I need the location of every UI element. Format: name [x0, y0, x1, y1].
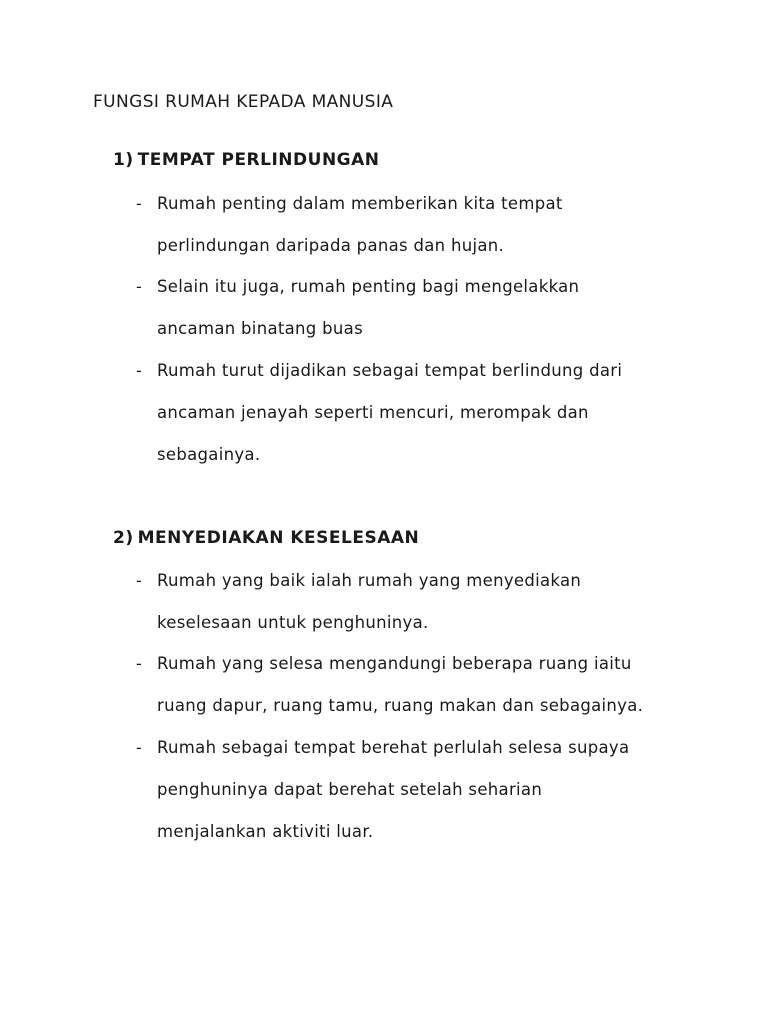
bullet-text-line: Selain itu juga, rumah penting bagi mengelakkan — [157, 277, 580, 296]
bullet-marker: - — [136, 571, 142, 590]
bullet-text-line: ruang dapur, ruang tamu, ruang makan dan sebagainya. — [157, 696, 644, 715]
bullet-text-line: perlindungan daripada panas dan hujan. — [157, 236, 505, 255]
bullet-text-line: penghuninya dapat berehat setelah seharian — [157, 780, 543, 799]
document-title: FUNGSI RUMAH KEPADA MANUSIA — [93, 92, 394, 112]
bullet-marker: - — [136, 654, 142, 673]
bullet-text-line: Rumah penting dalam memberikan kita tempat — [157, 194, 563, 213]
bullet-text-line: ancaman jenayah seperti mencuri, merompak dan — [157, 403, 589, 422]
bullet-marker: - — [136, 277, 142, 296]
section-number: 2) — [113, 528, 134, 548]
bullet-marker: - — [136, 738, 142, 757]
section-heading — [113, 150, 380, 170]
bullet-text-line: Rumah turut dijadikan sebagai tempat berlindung dari — [157, 361, 623, 380]
bullet-text-line: Rumah sebagai tempat berehat perlulah selesa supaya — [157, 738, 630, 757]
bullet-marker: - — [136, 361, 142, 380]
bullet-text-line: Rumah yang baik ialah rumah yang menyediakan — [157, 571, 582, 590]
section-title: TEMPAT PERLINDUNGAN — [137, 150, 380, 170]
bullet-text-line: Rumah yang selesa mengandungi beberapa ruang iaitu — [157, 654, 632, 673]
bullet-text-line: keselesaan untuk penghuninya. — [157, 613, 429, 632]
section-number: 1) — [113, 150, 134, 170]
section-title: MENYEDIAKAN KESELESAAN — [137, 528, 420, 548]
bullet-marker: - — [136, 194, 142, 213]
bullet-text-line: sebagainya. — [157, 445, 261, 464]
section-heading — [113, 528, 419, 548]
bullet-text-line: ancaman binatang buas — [157, 319, 363, 338]
bullet-text-line: menjalankan aktiviti luar. — [157, 822, 374, 841]
